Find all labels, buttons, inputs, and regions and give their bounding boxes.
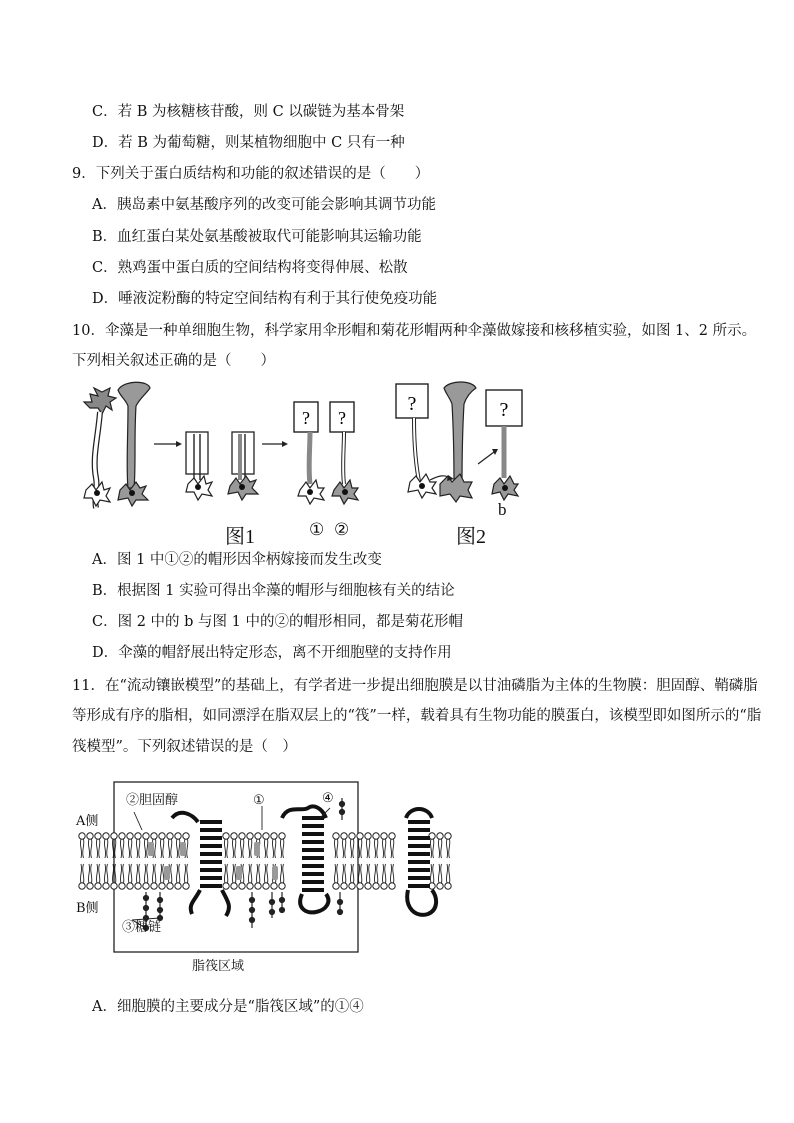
q9-stem: 9．下列关于蛋白质结构和功能的叙述错误的是（ ）: [72, 166, 430, 182]
fig1-umbrella-cap-cell: [84, 388, 116, 508]
membrane-protein-1: [172, 813, 229, 916]
q11-option-a: A．细胞膜的主要成分是“脂筏区域”的①④: [92, 999, 364, 1015]
fig1-label-2: ②: [334, 520, 350, 539]
q10-option-a: A．图 1 中①②的帽形因伞柄嫁接而发生改变: [92, 552, 382, 568]
fig2-unknown-cap-1: ?: [407, 393, 417, 415]
q11-stem-line2: 等形成有序的脂相，如同漂浮在脂双层上的“筏”一样，载着具有生物功能的膜蛋白，该模型即如图所示的“脂: [72, 708, 762, 724]
label-1: ①: [253, 793, 265, 808]
q10-stem-line2: 下列相关叙述正确的是（ ）: [72, 353, 275, 369]
q10-option-c: C．图 2 中的 b 与图 1 中的②的帽形相同，都是菊花形帽: [92, 614, 463, 630]
membrane-side-a-label: A侧: [76, 814, 99, 829]
bilayer-bottom-leaflet: [79, 864, 451, 889]
membrane-protein-4: [282, 806, 328, 912]
bilayer-top-leaflet: [79, 833, 451, 858]
q8-option-d: D．若 B 为葡萄糖，则某植物细胞中 C 只有一种: [92, 135, 405, 151]
q9-option-a: A．胰岛素中氨基酸序列的改变可能会影响其调节功能: [92, 197, 436, 213]
fig1-unknown-cap-1: ?: [302, 408, 310, 428]
fig2-unknown-cap-2: ?: [499, 399, 509, 421]
q10-option-b: B．根据图 1 实验可得出伞藻的帽形与细胞核有关的结论: [92, 583, 455, 599]
q11-stem-line3: 筏模型”。下列叙述错误的是（ ）: [72, 739, 297, 755]
cholesterol-label: ②胆固醇: [126, 793, 179, 808]
membrane-protein-outside: [406, 809, 436, 915]
q8-option-c: C．若 B 为核糖核苷酸，则 C 以碳链为基本骨架: [92, 104, 405, 120]
raft-region-caption: 脂筏区域: [192, 959, 245, 974]
fig2-caption: 图2: [456, 526, 486, 548]
q9-option-d: D．唾液淀粉酶的特定空间结构有利于其行使免疫功能: [92, 291, 438, 307]
fig2-label-b: b: [498, 500, 507, 519]
fig1-caption: 图1: [225, 526, 255, 548]
fig1-chrysanthemum-cap-cell: [118, 382, 150, 506]
q10-option-d: D．伞藻的帽舒展出特定形态，离不开细胞壁的支持作用: [92, 645, 452, 661]
membrane-side-b-label: B侧: [76, 901, 99, 916]
fig1-unknown-cap-2: ?: [338, 408, 346, 428]
q10-stem-line1: 10．伞藻是一种单细胞生物，科学家用伞形帽和菊花形帽两种伞藻做嫁接和核移植实验，如图 1、2 所示。: [72, 323, 757, 339]
q9-option-c: C．熟鸡蛋中蛋白质的空间结构将变得伸展、松散: [92, 260, 408, 276]
q11-stem-line1: 11．在“流动镶嵌模型”的基础上，有学者进一步提出细胞膜是以甘油磷脂为主体的生物膜：胆固醇、鞘磷脂: [72, 678, 758, 694]
fig1-label-1: ①: [309, 520, 325, 539]
q9-option-b: B．血红蛋白某处氨基酸被取代可能影响其运输功能: [92, 229, 422, 245]
sugar-chain-label: ③糖链: [122, 920, 162, 935]
label-4: ④: [322, 791, 334, 806]
